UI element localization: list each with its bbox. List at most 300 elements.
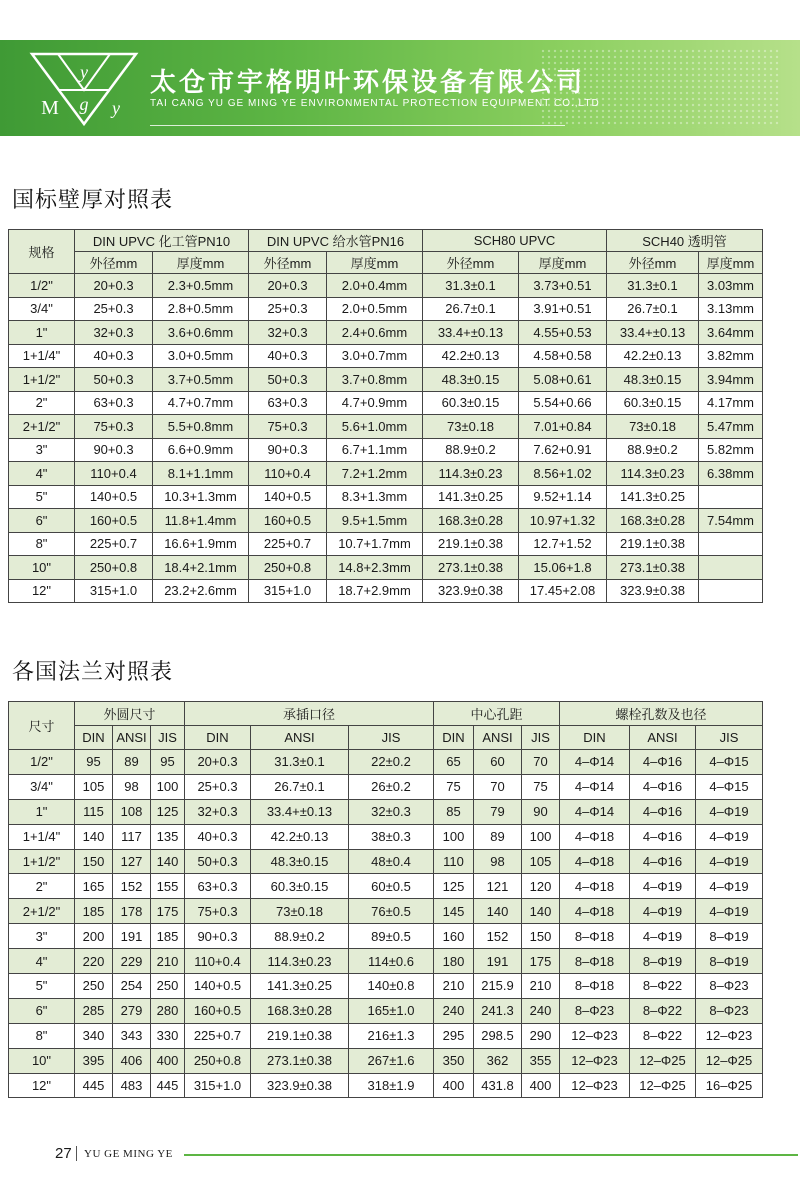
table-cell: 273.1±0.38 xyxy=(607,556,699,580)
logo-letter-g: g xyxy=(79,94,89,114)
sub-header-wall: 厚度mm xyxy=(699,252,763,274)
table-cell: 50+0.3 xyxy=(185,849,251,874)
group-header: 承插口径 xyxy=(185,702,434,726)
table-cell: 140 xyxy=(522,899,560,924)
table-cell: 100 xyxy=(151,774,185,799)
table-cell: 42.2±0.13 xyxy=(607,344,699,368)
table-row xyxy=(9,415,763,439)
table-cell: 4–Φ19 xyxy=(696,849,763,874)
table-cell: 22±0.2 xyxy=(349,750,434,775)
table-cell: 6.7+1.1mm xyxy=(327,438,423,462)
row-size-cell: 3/4" xyxy=(9,774,75,799)
row-size-cell: 8" xyxy=(9,1023,75,1048)
table-row xyxy=(9,368,763,392)
row-size-cell: 1" xyxy=(9,321,75,345)
logo-letter-m: M xyxy=(41,97,59,119)
table-cell: 4–Φ19 xyxy=(630,924,696,949)
table-cell: 8.56+1.02 xyxy=(519,462,607,486)
table-cell: 98 xyxy=(113,774,151,799)
table-cell: 250 xyxy=(151,974,185,999)
table-cell: 8.1+1.1mm xyxy=(153,462,249,486)
table-cell: 362 xyxy=(474,1048,522,1073)
table-cell: 285 xyxy=(75,998,113,1023)
table-cell: 165±1.0 xyxy=(349,998,434,1023)
table-cell: 7.62+0.91 xyxy=(519,438,607,462)
table-cell: 32+0.3 xyxy=(185,799,251,824)
table-cell: 75+0.3 xyxy=(249,415,327,439)
table-cell: 33.4+±0.13 xyxy=(423,321,519,345)
table-cell: 445 xyxy=(75,1073,113,1098)
table-cell: 108 xyxy=(113,799,151,824)
logo-letter-y2: y xyxy=(112,98,120,118)
table-cell: 12–Φ23 xyxy=(560,1073,630,1098)
table-cell: 315+1.0 xyxy=(75,579,153,603)
footer-separator xyxy=(76,1146,77,1161)
row-size-cell: 1/2" xyxy=(9,274,75,298)
table-cell: 4–Φ16 xyxy=(630,849,696,874)
table-cell: 20+0.3 xyxy=(249,274,327,298)
table-cell: 4–Φ14 xyxy=(560,750,630,775)
table-row xyxy=(9,462,763,486)
table-cell: 185 xyxy=(75,899,113,924)
row-size-cell: 1+1/4" xyxy=(9,824,75,849)
table-row xyxy=(9,899,763,924)
table-cell: 95 xyxy=(151,750,185,775)
table-cell: 225+0.7 xyxy=(185,1023,251,1048)
group-header: SCH40 透明管 xyxy=(607,230,763,252)
row-size-cell: 5" xyxy=(9,974,75,999)
row-size-cell: 8" xyxy=(9,532,75,556)
group-header: DIN UPVC 给水管PN16 xyxy=(249,230,423,252)
table-cell: 8–Φ23 xyxy=(696,998,763,1023)
table-cell: 250+0.8 xyxy=(249,556,327,580)
table-cell: 4–Φ19 xyxy=(696,874,763,899)
table-cell: 33.4+±0.13 xyxy=(251,799,349,824)
table-cell: 121 xyxy=(474,874,522,899)
table-cell: 4–Φ16 xyxy=(630,750,696,775)
table-cell: 114±0.6 xyxy=(349,949,434,974)
table-cell: 89 xyxy=(474,824,522,849)
table-cell: 4–Φ14 xyxy=(560,799,630,824)
table-cell: 3.0+0.5mm xyxy=(153,344,249,368)
table-cell: 25+0.3 xyxy=(185,774,251,799)
table-cell: 8–Φ22 xyxy=(630,1023,696,1048)
row-size-cell: 5" xyxy=(9,485,75,509)
row-size-cell: 3" xyxy=(9,924,75,949)
table-row xyxy=(9,849,763,874)
sub-header: JIS xyxy=(522,726,560,750)
table-cell: 70 xyxy=(474,774,522,799)
flange-comparison-table xyxy=(8,701,763,1098)
table-cell: 279 xyxy=(113,998,151,1023)
table-cell: 165 xyxy=(75,874,113,899)
table-cell: 120 xyxy=(522,874,560,899)
table-row xyxy=(9,274,763,298)
table-cell: 4–Φ18 xyxy=(560,824,630,849)
table-cell: 168.3±0.28 xyxy=(607,509,699,533)
table-cell: 6.6+0.9mm xyxy=(153,438,249,462)
row-size-cell: 6" xyxy=(9,509,75,533)
table-cell: 175 xyxy=(151,899,185,924)
row-size-cell: 4" xyxy=(9,949,75,974)
table-cell: 141.3±0.25 xyxy=(607,485,699,509)
table-cell: 315+1.0 xyxy=(185,1073,251,1098)
table-cell: 3.73+0.51 xyxy=(519,274,607,298)
table-cell: 8–Φ18 xyxy=(560,924,630,949)
table-cell: 400 xyxy=(522,1073,560,1098)
table-cell: 75 xyxy=(522,774,560,799)
table-cell: 4–Φ15 xyxy=(696,774,763,799)
table-cell: 95 xyxy=(75,750,113,775)
footer-brand: YU GE MING YE xyxy=(84,1148,173,1160)
table-cell: 98 xyxy=(474,849,522,874)
table-cell: 250+0.8 xyxy=(75,556,153,580)
table-row xyxy=(9,874,763,899)
table-cell: 15.06+1.8 xyxy=(519,556,607,580)
table-cell: 2.3+0.5mm xyxy=(153,274,249,298)
table-cell: 323.9±0.38 xyxy=(251,1073,349,1098)
table-cell: 318±1.9 xyxy=(349,1073,434,1098)
table-cell: 50+0.3 xyxy=(75,368,153,392)
table-cell: 150 xyxy=(75,849,113,874)
table1-title: 国标壁厚对照表 xyxy=(12,188,174,213)
table-row xyxy=(9,824,763,849)
table-cell xyxy=(699,556,763,580)
table-cell: 8–Φ19 xyxy=(696,924,763,949)
table-cell xyxy=(699,532,763,556)
sub-header-od: 外径mm xyxy=(607,252,699,274)
table-row xyxy=(9,321,763,345)
table-cell: 12–Φ23 xyxy=(560,1023,630,1048)
table-cell: 175 xyxy=(522,949,560,974)
table-cell: 168.3±0.28 xyxy=(251,998,349,1023)
table-row xyxy=(9,949,763,974)
table-cell: 4–Φ16 xyxy=(630,774,696,799)
row-size-cell: 12" xyxy=(9,579,75,603)
table-row xyxy=(9,1073,763,1098)
table-cell: 254 xyxy=(113,974,151,999)
table-cell xyxy=(699,579,763,603)
table-cell: 88.9±0.2 xyxy=(423,438,519,462)
table-row xyxy=(9,532,763,556)
table-cell: 8–Φ19 xyxy=(630,949,696,974)
table-cell: 85 xyxy=(434,799,474,824)
table-cell: 215.9 xyxy=(474,974,522,999)
table-cell: 340 xyxy=(75,1023,113,1048)
company-logo xyxy=(28,48,140,128)
table-cell: 3.6+0.6mm xyxy=(153,321,249,345)
table-cell: 105 xyxy=(75,774,113,799)
table-cell: 219.1±0.38 xyxy=(423,532,519,556)
sub-header: ANSI xyxy=(251,726,349,750)
table-cell: 4.7+0.9mm xyxy=(327,391,423,415)
table-cell: 3.64mm xyxy=(699,321,763,345)
logo-letter-y1: y xyxy=(80,62,88,82)
table-cell: 145 xyxy=(434,899,474,924)
table-cell: 75+0.3 xyxy=(185,899,251,924)
row-size-cell: 2+1/2" xyxy=(9,899,75,924)
table-cell: 60±0.5 xyxy=(349,874,434,899)
table-cell: 140 xyxy=(75,824,113,849)
table-cell: 63+0.3 xyxy=(249,391,327,415)
sub-header: DIN xyxy=(560,726,630,750)
table-cell: 125 xyxy=(151,799,185,824)
table-row xyxy=(9,998,763,1023)
table-cell: 32+0.3 xyxy=(249,321,327,345)
table-cell: 483 xyxy=(113,1073,151,1098)
table-cell: 110+0.4 xyxy=(249,462,327,486)
table-row xyxy=(9,391,763,415)
table-cell: 115 xyxy=(75,799,113,824)
row-size-cell: 4" xyxy=(9,462,75,486)
table-cell: 89±0.5 xyxy=(349,924,434,949)
table-cell: 90+0.3 xyxy=(249,438,327,462)
table-cell: 400 xyxy=(434,1073,474,1098)
row-size-cell: 2" xyxy=(9,874,75,899)
table-cell: 25+0.3 xyxy=(249,297,327,321)
table-cell: 18.7+2.9mm xyxy=(327,579,423,603)
table-cell: 241.3 xyxy=(474,998,522,1023)
table-cell: 90+0.3 xyxy=(75,438,153,462)
table-cell: 445 xyxy=(151,1073,185,1098)
table-cell: 125 xyxy=(434,874,474,899)
table-cell: 200 xyxy=(75,924,113,949)
table-cell: 152 xyxy=(474,924,522,949)
table-cell: 240 xyxy=(434,998,474,1023)
table-cell: 14.8+2.3mm xyxy=(327,556,423,580)
table-cell: 70 xyxy=(522,750,560,775)
table-cell: 10.7+1.7mm xyxy=(327,532,423,556)
table-cell: 48.3±0.15 xyxy=(607,368,699,392)
table-cell: 117 xyxy=(113,824,151,849)
table-cell: 63+0.3 xyxy=(185,874,251,899)
table-cell: 25+0.3 xyxy=(75,297,153,321)
table-cell: 267±1.6 xyxy=(349,1048,434,1073)
table-cell: 355 xyxy=(522,1048,560,1073)
table-cell: 11.8+1.4mm xyxy=(153,509,249,533)
table-cell: 114.3±0.23 xyxy=(607,462,699,486)
table-cell: 12–Φ25 xyxy=(630,1048,696,1073)
table-cell: 8–Φ22 xyxy=(630,974,696,999)
table-cell: 23.2+2.6mm xyxy=(153,579,249,603)
table-cell: 10.3+1.3mm xyxy=(153,485,249,509)
table-cell: 31.3±0.1 xyxy=(607,274,699,298)
table-cell: 140 xyxy=(151,849,185,874)
table-cell: 216±1.3 xyxy=(349,1023,434,1048)
table-cell: 323.9±0.38 xyxy=(607,579,699,603)
table-cell: 48±0.4 xyxy=(349,849,434,874)
sub-header-wall: 厚度mm xyxy=(519,252,607,274)
table-cell: 295 xyxy=(434,1023,474,1048)
table-row xyxy=(9,438,763,462)
table-row xyxy=(9,509,763,533)
row-size-cell: 12" xyxy=(9,1073,75,1098)
table-cell: 3.7+0.8mm xyxy=(327,368,423,392)
table-cell: 60.3±0.15 xyxy=(607,391,699,415)
group-header: DIN UPVC 化工管PN10 xyxy=(75,230,249,252)
table-cell: 3.7+0.5mm xyxy=(153,368,249,392)
table-cell: 48.3±0.15 xyxy=(251,849,349,874)
table-cell: 26.7±0.1 xyxy=(423,297,519,321)
table-cell: 8–Φ18 xyxy=(560,974,630,999)
page-number: 27 xyxy=(55,1145,72,1162)
table-cell: 220 xyxy=(75,949,113,974)
table-cell: 5.5+0.8mm xyxy=(153,415,249,439)
table-cell: 18.4+2.1mm xyxy=(153,556,249,580)
table-cell: 152 xyxy=(113,874,151,899)
table-row xyxy=(9,924,763,949)
table-row xyxy=(9,799,763,824)
header-spec: 规格 xyxy=(9,230,75,274)
table-cell: 140+0.5 xyxy=(185,974,251,999)
table-cell: 73±0.18 xyxy=(607,415,699,439)
table-cell xyxy=(699,485,763,509)
table-cell: 229 xyxy=(113,949,151,974)
table-cell: 90+0.3 xyxy=(185,924,251,949)
table-row xyxy=(9,297,763,321)
table-cell: 280 xyxy=(151,998,185,1023)
table-cell: 4.55+0.53 xyxy=(519,321,607,345)
sub-header: DIN xyxy=(434,726,474,750)
table-cell: 8–Φ23 xyxy=(696,974,763,999)
table-cell: 4–Φ19 xyxy=(696,824,763,849)
table-cell: 2.8+0.5mm xyxy=(153,297,249,321)
row-size-cell: 3/4" xyxy=(9,297,75,321)
table-cell: 400 xyxy=(151,1048,185,1073)
table-cell: 315+1.0 xyxy=(249,579,327,603)
table-cell: 4.17mm xyxy=(699,391,763,415)
table-cell: 225+0.7 xyxy=(75,532,153,556)
table-cell: 32+0.3 xyxy=(75,321,153,345)
table-cell: 26.7±0.1 xyxy=(607,297,699,321)
sub-header: ANSI xyxy=(113,726,151,750)
table-cell: 31.3±0.1 xyxy=(423,274,519,298)
table-cell: 6.38mm xyxy=(699,462,763,486)
table-cell: 100 xyxy=(522,824,560,849)
table-cell: 7.54mm xyxy=(699,509,763,533)
table-cell: 4–Φ18 xyxy=(560,849,630,874)
table-cell: 3.13mm xyxy=(699,297,763,321)
table-cell: 9.52+1.14 xyxy=(519,485,607,509)
company-header xyxy=(0,40,800,136)
table-cell: 323.9±0.38 xyxy=(423,579,519,603)
group-header: SCH80 UPVC xyxy=(423,230,607,252)
table-cell: 250+0.8 xyxy=(185,1048,251,1073)
table-cell: 2.0+0.5mm xyxy=(327,297,423,321)
group-header: 中心孔距 xyxy=(434,702,560,726)
table-cell: 2.0+0.4mm xyxy=(327,274,423,298)
table-cell: 5.82mm xyxy=(699,438,763,462)
sub-header: JIS xyxy=(151,726,185,750)
footer-rule xyxy=(184,1154,798,1156)
table-cell: 5.54+0.66 xyxy=(519,391,607,415)
table-cell: 250 xyxy=(75,974,113,999)
table-cell: 38±0.3 xyxy=(349,824,434,849)
table-cell: 76±0.5 xyxy=(349,899,434,924)
table-cell: 7.2+1.2mm xyxy=(327,462,423,486)
table-cell: 60.3±0.15 xyxy=(251,874,349,899)
table-cell: 4.58+0.58 xyxy=(519,344,607,368)
table-cell: 12–Φ23 xyxy=(560,1048,630,1073)
table-cell: 273.1±0.38 xyxy=(251,1048,349,1073)
table-cell: 12–Φ25 xyxy=(696,1048,763,1073)
table-cell: 73±0.18 xyxy=(423,415,519,439)
table-cell: 140±0.8 xyxy=(349,974,434,999)
table-cell: 110+0.4 xyxy=(185,949,251,974)
row-size-cell: 1+1/2" xyxy=(9,849,75,874)
table-cell: 63+0.3 xyxy=(75,391,153,415)
table-cell: 168.3±0.28 xyxy=(423,509,519,533)
table-cell: 4.7+0.7mm xyxy=(153,391,249,415)
table-cell: 4–Φ14 xyxy=(560,774,630,799)
table-cell: 210 xyxy=(151,949,185,974)
row-size-cell: 1" xyxy=(9,799,75,824)
table-cell: 12.7+1.52 xyxy=(519,532,607,556)
table-cell: 160+0.5 xyxy=(75,509,153,533)
row-size-cell: 10" xyxy=(9,556,75,580)
company-name-cn: 太仓市宇格明叶环保设备有限公司 xyxy=(150,68,586,98)
table-cell: 160 xyxy=(434,924,474,949)
table-cell: 31.3±0.1 xyxy=(251,750,349,775)
table-cell: 20+0.3 xyxy=(75,274,153,298)
row-size-cell: 10" xyxy=(9,1048,75,1073)
table-cell: 141.3±0.25 xyxy=(423,485,519,509)
row-size-cell: 3" xyxy=(9,438,75,462)
table-cell: 140 xyxy=(474,899,522,924)
table-cell: 40+0.3 xyxy=(185,824,251,849)
table-cell: 273.1±0.38 xyxy=(423,556,519,580)
table-cell: 42.2±0.13 xyxy=(251,824,349,849)
table-cell: 20+0.3 xyxy=(185,750,251,775)
table-cell: 8–Φ23 xyxy=(560,998,630,1023)
sub-header: JIS xyxy=(349,726,434,750)
table-cell: 12–Φ23 xyxy=(696,1023,763,1048)
table-cell: 343 xyxy=(113,1023,151,1048)
table-cell: 5.6+1.0mm xyxy=(327,415,423,439)
table-cell: 9.5+1.5mm xyxy=(327,509,423,533)
table-cell: 8–Φ22 xyxy=(630,998,696,1023)
table-cell: 141.3±0.25 xyxy=(251,974,349,999)
table-cell: 4–Φ19 xyxy=(696,799,763,824)
table-cell: 180 xyxy=(434,949,474,974)
sub-header: DIN xyxy=(185,726,251,750)
table-cell: 100 xyxy=(434,824,474,849)
table2-title: 各国法兰对照表 xyxy=(12,660,174,685)
table-cell: 114.3±0.23 xyxy=(251,949,349,974)
table-row xyxy=(9,344,763,368)
table-cell: 219.1±0.38 xyxy=(607,532,699,556)
table-cell: 88.9±0.2 xyxy=(607,438,699,462)
table-cell: 3.91+0.51 xyxy=(519,297,607,321)
table-cell: 5.08+0.61 xyxy=(519,368,607,392)
table-cell: 40+0.3 xyxy=(249,344,327,368)
table-cell: 10.97+1.32 xyxy=(519,509,607,533)
table-cell: 48.3±0.15 xyxy=(423,368,519,392)
header-size: 尺寸 xyxy=(9,702,75,750)
table-cell: 88.9±0.2 xyxy=(251,924,349,949)
table-cell: 3.94mm xyxy=(699,368,763,392)
table-cell: 33.4+±0.13 xyxy=(607,321,699,345)
table-cell: 160+0.5 xyxy=(185,998,251,1023)
table-cell: 89 xyxy=(113,750,151,775)
table-row xyxy=(9,556,763,580)
table-cell: 75 xyxy=(434,774,474,799)
table-cell: 8.3+1.3mm xyxy=(327,485,423,509)
table-cell: 210 xyxy=(434,974,474,999)
table-cell: 105 xyxy=(522,849,560,874)
table-cell: 8–Φ18 xyxy=(560,949,630,974)
table-cell: 17.45+2.08 xyxy=(519,579,607,603)
